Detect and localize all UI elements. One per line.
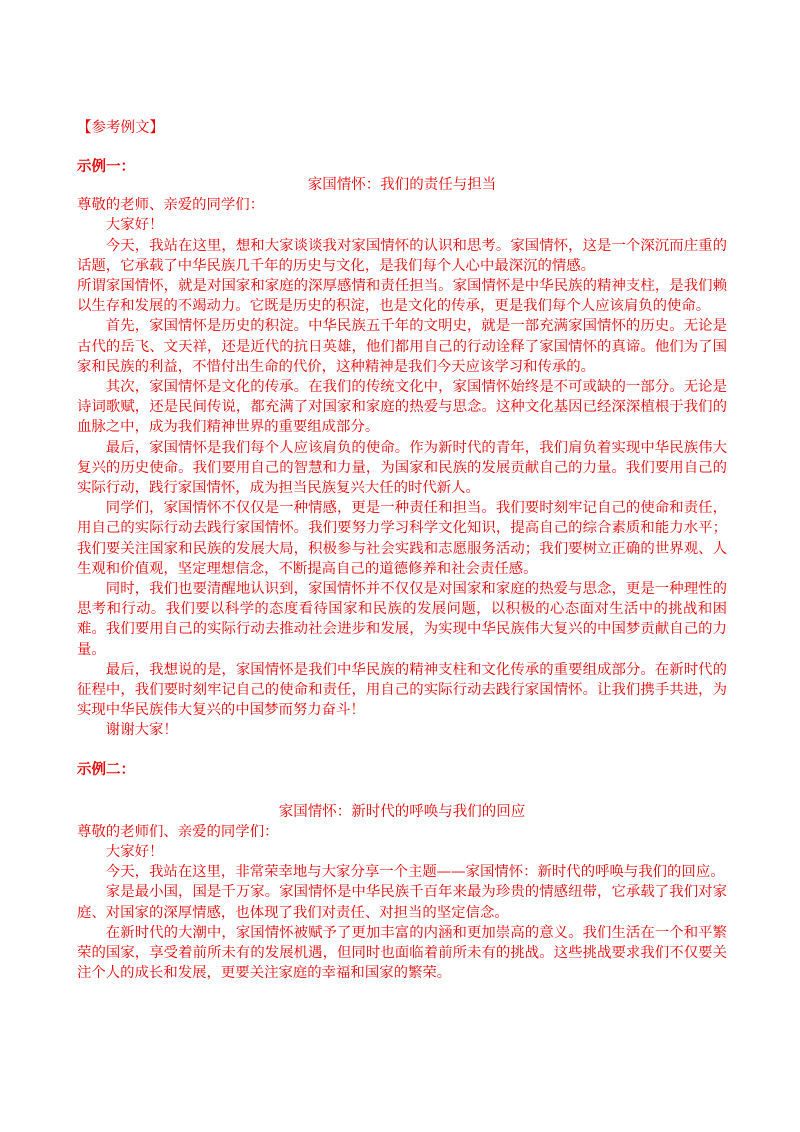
- example-one: [77, 158, 727, 740]
- paragraph: 同学们，家国情怀不仅仅是一种情感，更是一种责任和担当。我们要时刻牢记自己的使命和责任，用自己的实际行动去践行家国情怀。我们要努力学习科学文化知识，提高自己的综合素质和能力水平；我们要关注国家和民族的发展大局，积极参与社会实践和志愿服务活动；我们要树立正确的世界观、人生观和价值观，坚定理想信念，不断提高自己的道德修养和社会责任感。: [77, 500, 727, 577]
- paragraph: 最后，我想说的是，家国情怀是我们中华民族的精神支柱和文化传承的重要组成部分。在新时代的征程中，我们要时刻牢记自己的使命和责任，用自己的实际行动去践行家国情怀。让我们携手共进，为实现中华民族伟大复兴的中国梦而努力奋斗！: [77, 661, 727, 719]
- paragraph: 大家好！: [105, 217, 164, 234]
- document-body: [77, 118, 727, 983]
- paragraph: 谢谢大家！: [105, 722, 178, 739]
- example-heading: 示例一：: [77, 159, 135, 176]
- essay-title: 家国情怀：新时代的呼唤与我们的回应: [278, 803, 526, 820]
- essay-title: 家国情怀：我们的责任与担当: [307, 177, 497, 194]
- paragraph: 最后，家国情怀是我们每个人应该肩负的使命。作为新时代的青年，我们肩负着实现中华民族伟大复兴的历史使命。我们要用自己的智慧和力量，为国家和民族的发展贡献自己的力量。我们要用自己的实际行动，践行家国情怀，成为担当民族复兴大任的时代新人。: [77, 439, 727, 497]
- paragraph: 在新时代的大潮中，家国情怀被赋予了更加丰富的内涵和更加崇高的意义。我们生活在一个和平繁荣的国家，享受着前所未有的发展机遇，但同时也面临着前所未有的挑战。这些挑战要求我们不仅要关注个人的成长和发展，更要关注家庭的幸福和国家的繁荣。: [77, 924, 727, 982]
- example-two: [77, 761, 727, 984]
- salutation: 尊敬的老师们、亲爱的同学们：: [77, 823, 279, 840]
- paragraph: 首先，家国情怀是历史的积淀。中华民族五千年的文明史，就是一部充满家国情怀的历史。无论是古代的岳飞、文天祥，还是近代的抗日英雄，他们都用自己的行动诠释了家国情怀的真谛。他们为了国家和民族的利益，不惜付出生命的代价，这种精神是我们今天应该学习和传承的。: [77, 318, 727, 375]
- paragraph: 大家好！: [105, 843, 164, 860]
- paragraph: 今天，我站在这里，非常荣幸地与大家分享一个主题——家国情怀：新时代的呼唤与我们的回应。: [105, 864, 725, 881]
- example-heading: 示例二：: [77, 761, 135, 778]
- reference-essay-tag: 【参考例文】: [77, 120, 164, 136]
- paragraph: 所谓家国情怀，就是对国家和家庭的深厚感情和责任担当。家国情怀是中华民族的精神支柱，是我们赖以生存和发展的不竭动力。它既是历史的积淀，也是文化的传承，更是我们每个人应该肩负的使命。: [77, 278, 727, 315]
- paragraph: 其次，家国情怀是文化的传承。在我们的传统文化中，家国情怀始终是不可或缺的一部分。无论是诗词歌赋，还是民间传说，都充满了对国家和家庭的热爱与思念。这种文化基因已经深深植根于我们的血脉之中，成为我们精神世界的重要组成部分。: [77, 379, 727, 436]
- salutation: 尊敬的老师、亲爱的同学们：: [77, 197, 265, 214]
- paragraph: 家是最小国，国是千万家。家国情怀是中华民族千百年来最为珍贵的情感纽带，它承载了我们对家庭、对国家的深厚情感，也体现了我们对责任、对担当的坚定信念。: [77, 884, 727, 921]
- paragraph: 今天，我站在这里，想和大家谈谈我对家国情怀的认识和思考。家国情怀，这是一个深沉而庄重的话题，它承载了中华民族几千年的历史与文化，是我们每个人心中最深沉的情感。: [77, 237, 727, 274]
- paragraph: 同时，我们也要清醒地认识到，家国情怀并不仅仅是对国家和家庭的热爱与思念，更是一种理性的思考和行动。我们要以科学的态度看待国家和民族的发展问题，以积极的心态面对生活中的挑战和困难。我们要用自己的实际行动去推动社会进步和发展，为实现中华民族伟大复兴的中国梦贡献自己的力量。: [77, 581, 727, 658]
